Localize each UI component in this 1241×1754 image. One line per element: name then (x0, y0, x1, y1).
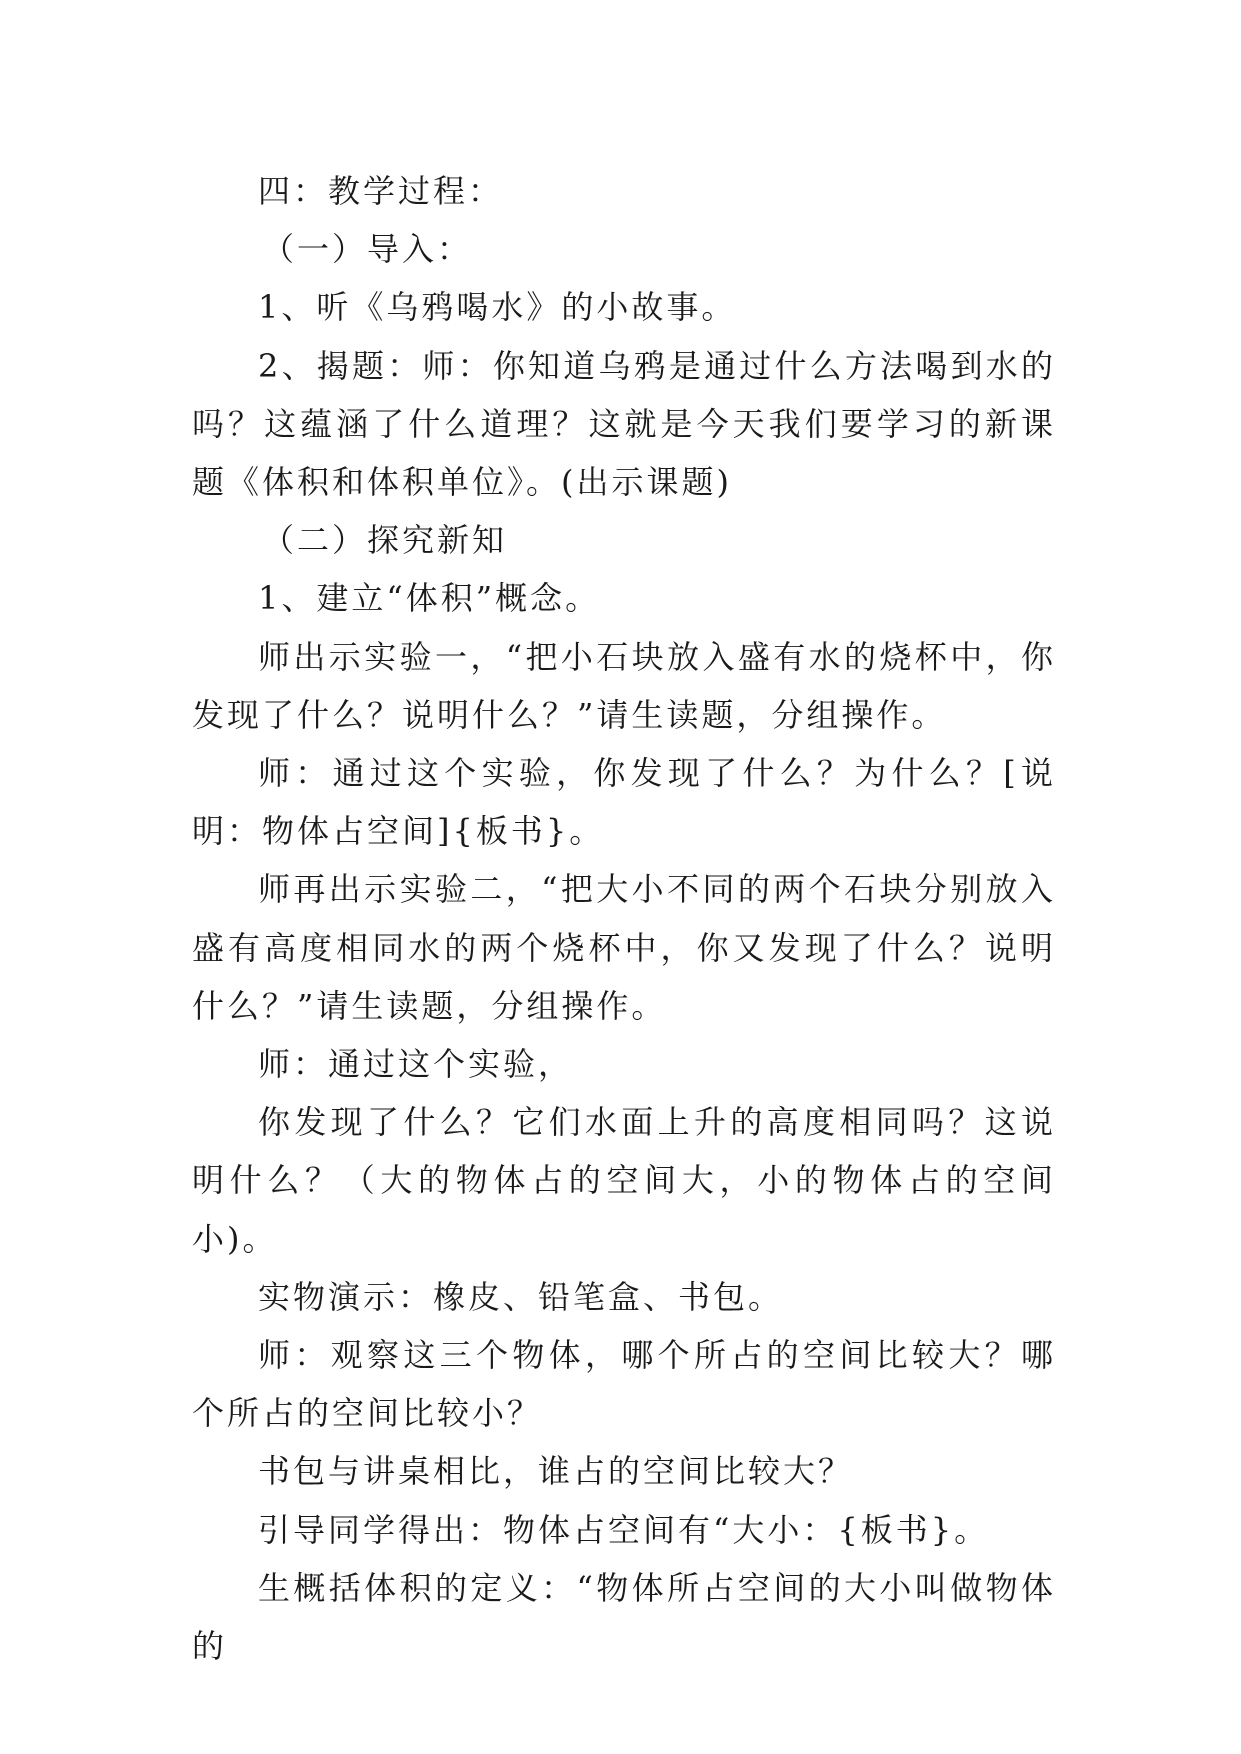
paragraph: 1、听《乌鸦喝水》的小故事。 (258, 288, 737, 327)
paragraph: 实物演示：橡皮、铅笔盒、书包。 (258, 1277, 784, 1316)
paragraph: 师：通过这个实验， (258, 1045, 574, 1084)
paragraph: 书包与讲桌相比，谁占的空间比较大？ (258, 1452, 854, 1491)
paragraph: 2、揭题：师：你知道乌鸦是通过什么方法喝到水的吗？这蕴涵了什么道理？这就是今天我们要学习的新课题《体积和体积单位》。(出示课题) (192, 346, 1056, 502)
paragraph: 引导同学得出：物体占空间有“大小：{板书}。 (258, 1510, 990, 1549)
paragraph: 师出示实验一，“把小石块放入盛有水的烧杯中，你发现了什么？说明什么？”请生读题，分组操作。 (192, 637, 1056, 734)
paragraph: 师：观察这三个物体，哪个所占的空间比较大？哪个所占的空间比较小？ (192, 1336, 1056, 1433)
paragraph: 师：通过这个实验，你发现了什么？为什么？[说明：物体占空间]{板书}。 (192, 754, 1056, 851)
section-heading-teaching-process: 四：教学过程： (258, 172, 504, 210)
subsection-heading-introduction: （一）导入： (262, 230, 473, 269)
document-body (192, 162, 1056, 1675)
paragraph: 1、建立“体积”概念。 (258, 579, 601, 618)
paragraph: 师再出示实验二，“把大小不同的两个石块分别放入盛有高度相同水的两个烧杯中，你又发现了什么？说明什么？”请生读题，分组操作。 (192, 870, 1056, 1025)
paragraph: 你发现了什么？它们水面上升的高度相同吗？这说明什么？（大的物体占的空间大，小的物体占的空间小)。 (192, 1103, 1056, 1258)
paragraph: 生概括体积的定义：“物体所占空间的大小叫做物体的 (192, 1568, 1056, 1666)
subsection-heading-explore: （二）探究新知 (262, 521, 508, 560)
